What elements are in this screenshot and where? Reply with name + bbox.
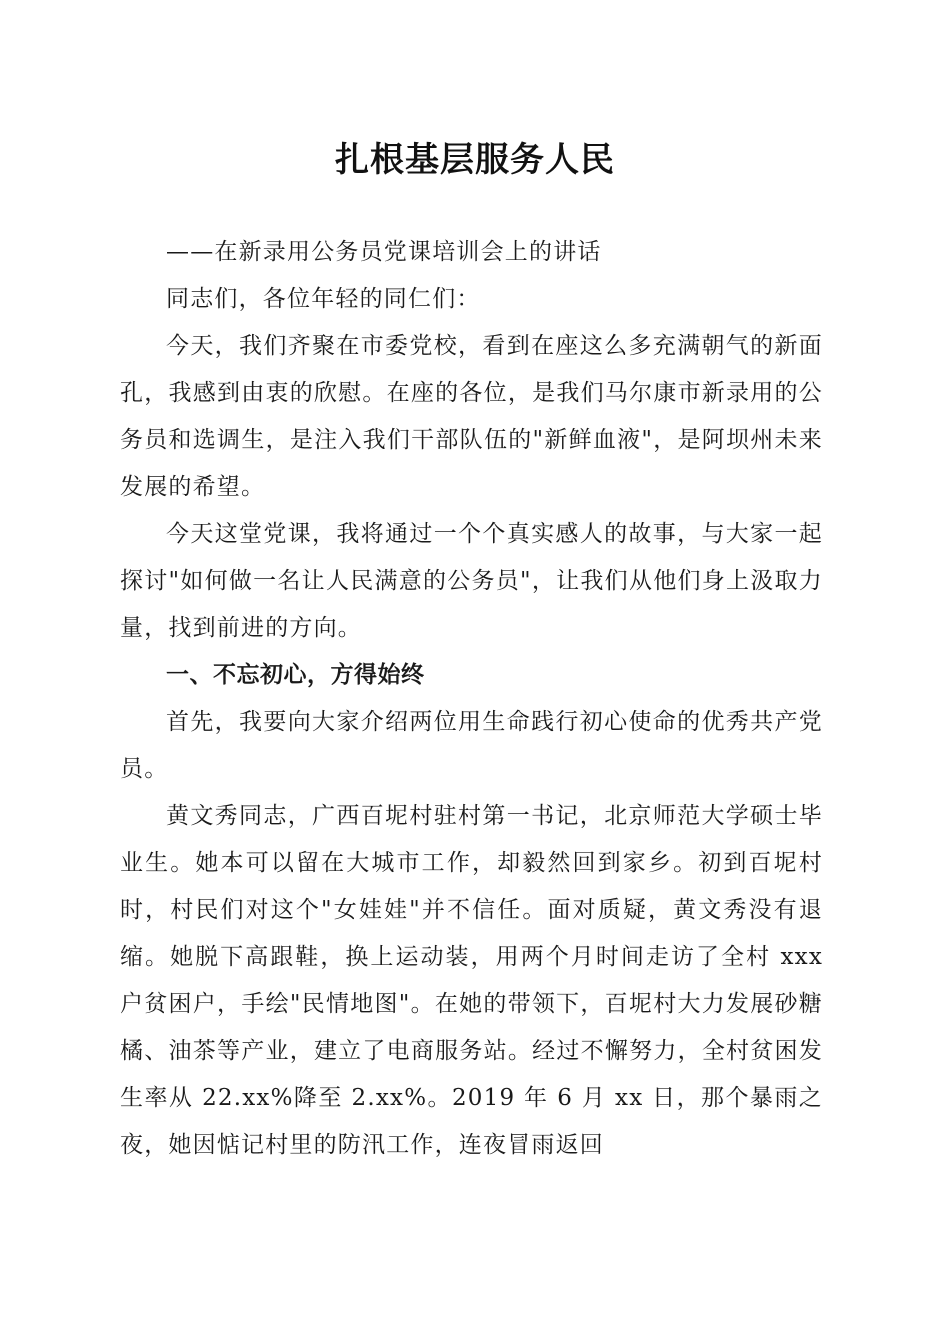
paragraph-intro-2: 今天这堂党课，我将通过一个个真实感人的故事，与大家一起探讨"如何做一名让人民满意的公务员"，让我们从他们身上汲取力量，找到前进的方向。 (120, 521, 823, 641)
paragraph-section1-1: 首先，我要向大家介绍两位用生命践行初心使命的优秀共产党员。 (120, 709, 823, 782)
paragraph-section1-2: 黄文秀同志，广西百坭村驻村第一书记，北京师范大学硕士毕业生。她本可以留在大城市工作，却毅然回到家乡。初到百坭村时，村民们对这个"女娃娃"并不信任。面对质疑，黄文秀没有退缩。她脱下高跟鞋，换上运动装，用两个月时间走访了全村 xxx 户贫困户，手绘"民情地图"。在她的带领下，百坭村大力发展砂糖橘、油茶等产业，建立了电商服务站。经过不懈努力，全村贫困发生率从 22.xx%降至 2.xx%。2019 年 6 月 xx 日，那个暴雨之夜，她因惦记村里的防汛工作，连夜冒雨返回 (120, 803, 823, 1158)
document-body (120, 229, 823, 1169)
paragraph-intro-1: 今天，我们齐聚在市委党校，看到在座这么多充满朝气的新面孔，我感到由衷的欣慰。在座的各位，是我们马尔康市新录用的公务员和选调生，是注入我们干部队伍的"新鲜血液"，是阿坝州未来发展的希望。 (120, 333, 823, 500)
salutation: 同志们，各位年轻的同仁们： (166, 286, 481, 312)
document-title: 扎根基层服务人民 (335, 140, 615, 180)
subtitle: ——在新录用公务员党课培训会上的讲话 (166, 239, 602, 265)
section-heading: 一、不忘初心，方得始终 (166, 662, 425, 688)
